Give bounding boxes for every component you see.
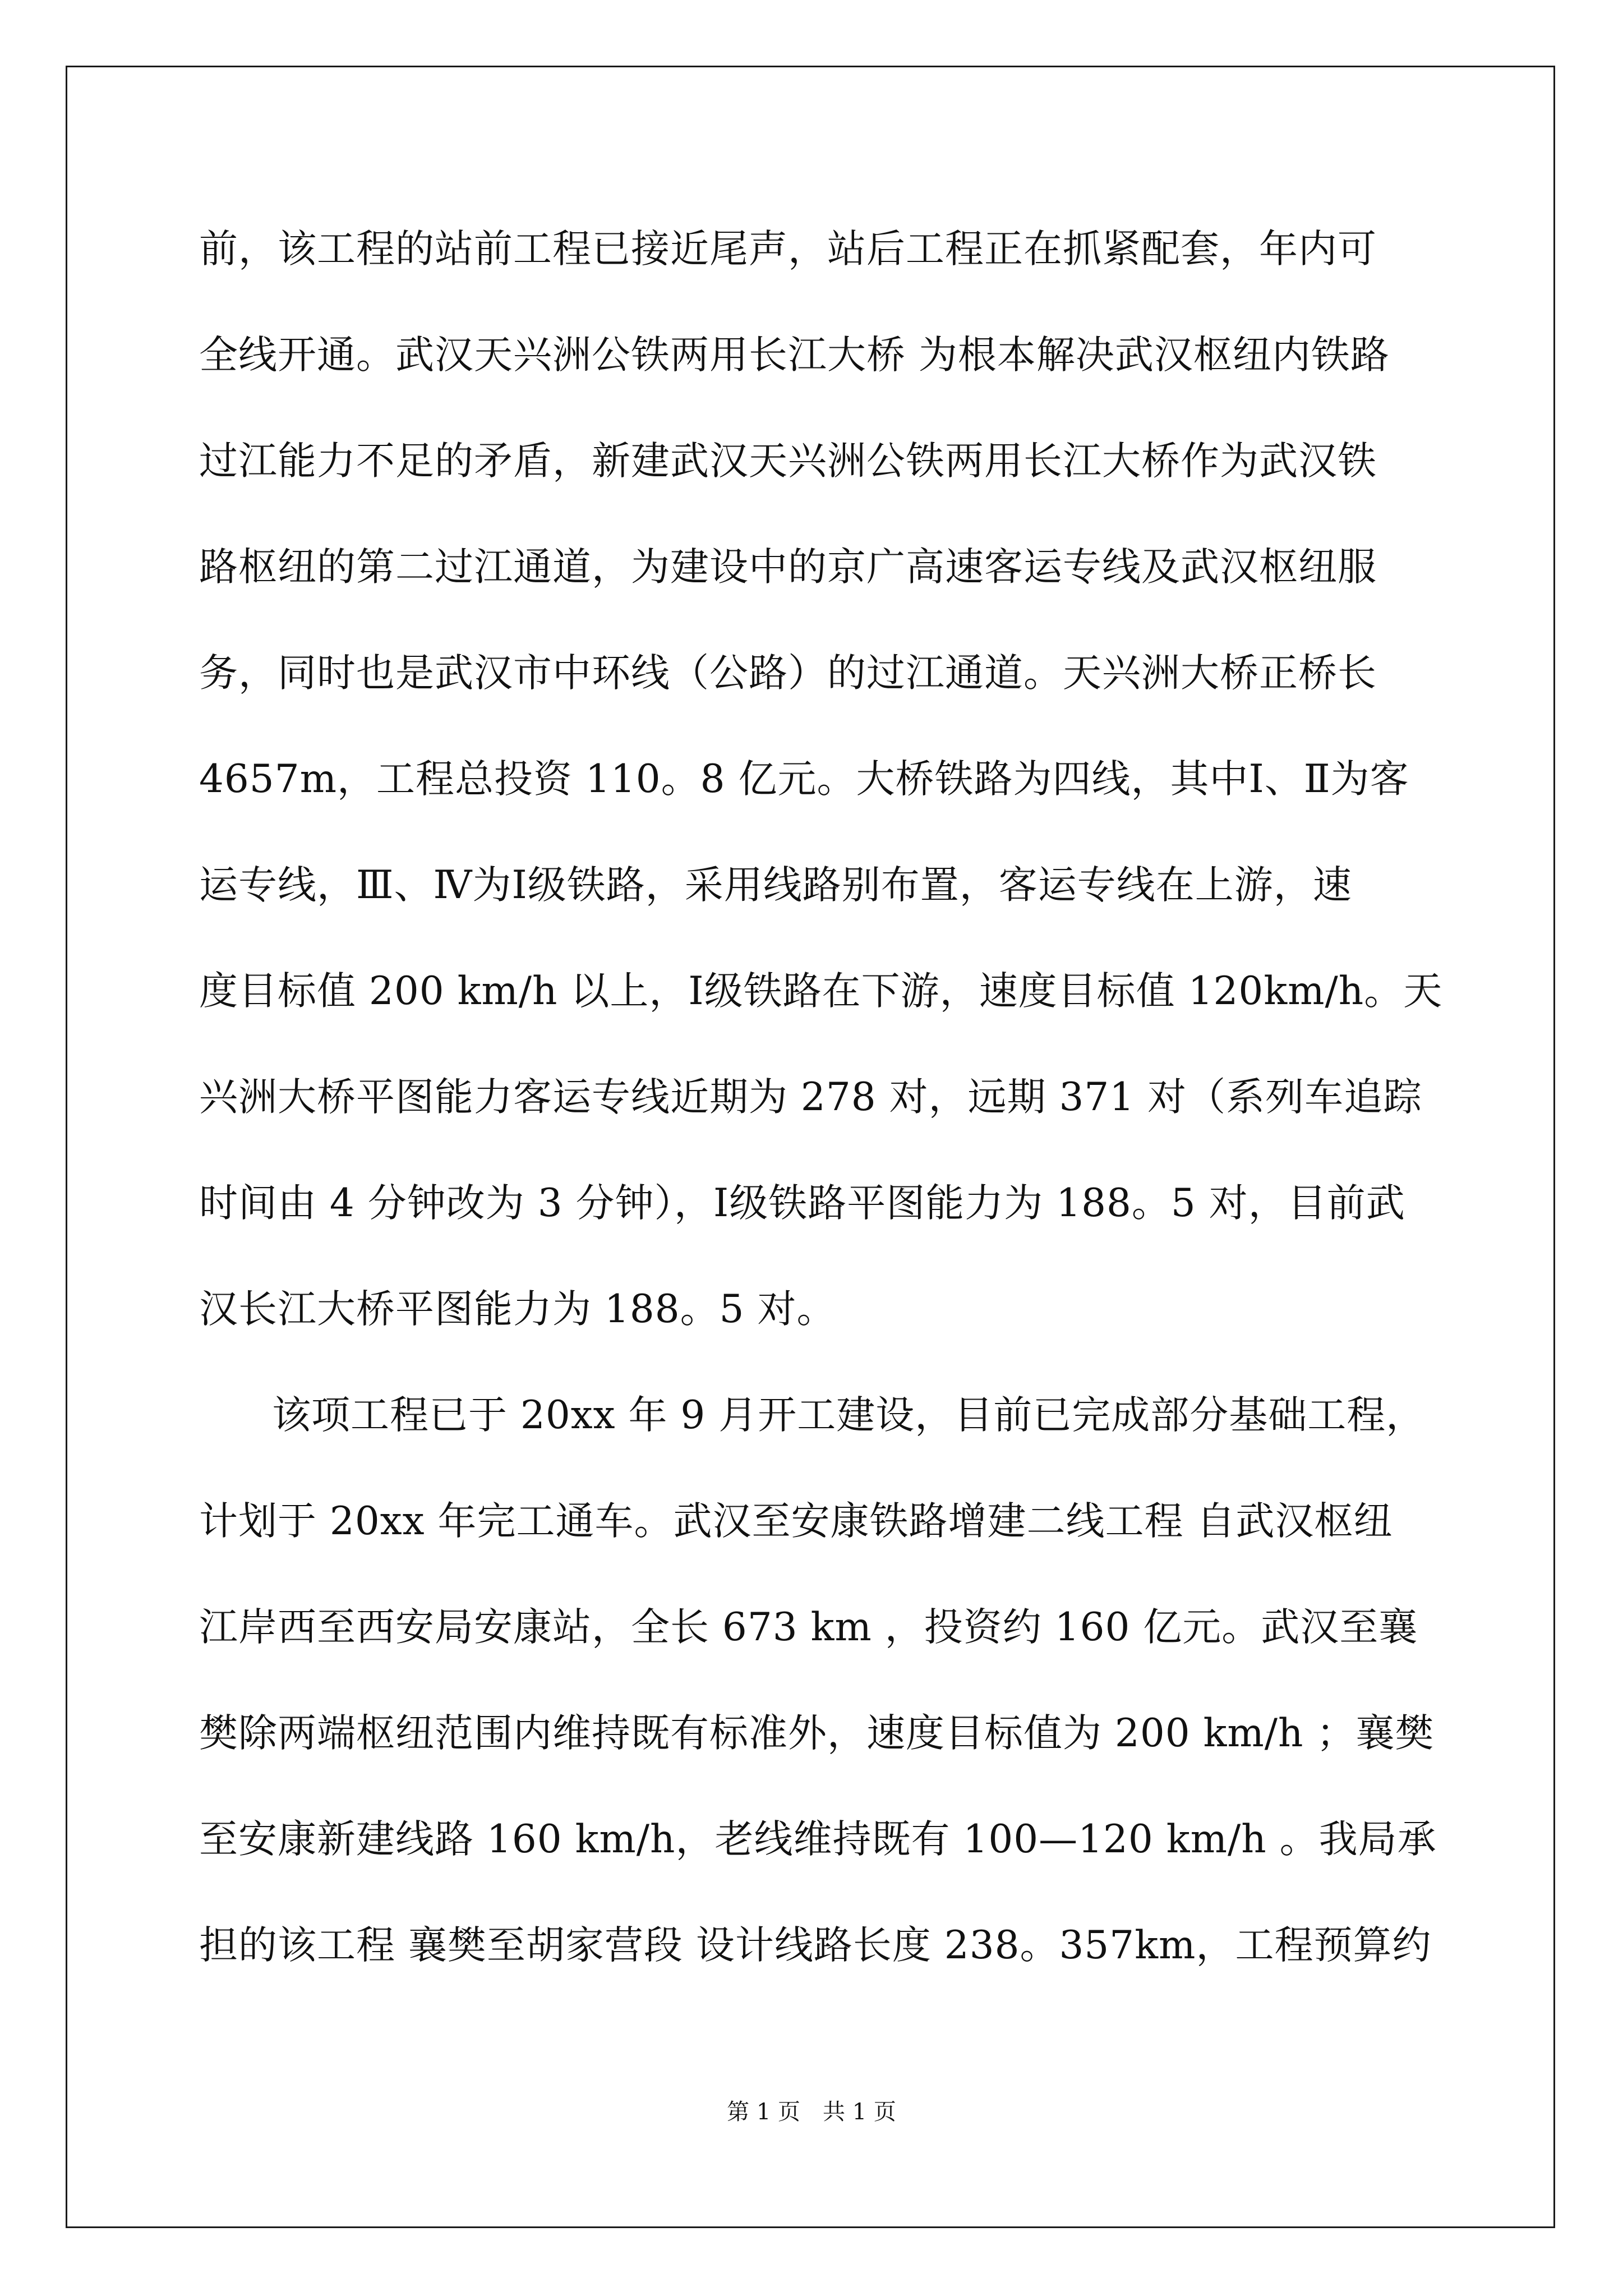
text-line: 运专线，Ⅲ、Ⅳ为Ⅰ级铁路，采用线路别布置，客运专线在上游，速 — [199, 863, 1352, 908]
text-line: 全线开通。武汉天兴洲公铁两用长江大桥 为根本解决武汉枢纽内铁路 — [199, 333, 1390, 378]
text-line: 计划于 20xx 年完工通车。武汉至安康铁路增建二线工程 自武汉枢纽 — [199, 1499, 1393, 1544]
page-footer: 第 1 页 共 1 页 — [727, 2099, 896, 2125]
text-line: 汉长江大桥平图能力为 188。5 对。 — [199, 1287, 836, 1332]
text-line: 前，该工程的站前工程已接近尾声，站后工程正在抓紧配套，年内可 — [199, 227, 1377, 272]
document-body — [199, 196, 1443, 1999]
text-line: 务，同时也是武汉市中环线（公路）的过江通道。天兴洲大桥正桥长 — [199, 651, 1377, 696]
text-line: 兴洲大桥平图能力客运专线近期为 278 对，远期 371 对（系列车追踪 — [199, 1075, 1423, 1120]
text-line: 担的该工程 襄樊至胡家营段 设计线路长度 238。357km，工程预算约 — [199, 1923, 1432, 1968]
text-line: 4657m，工程总投资 110。8 亿元。大桥铁路为四线，其中Ⅰ、Ⅱ为客 — [199, 757, 1409, 802]
text-line: 江岸西至西安局安康站，全长 673 km ，投资约 160 亿元。武汉至襄 — [199, 1605, 1418, 1650]
text-line: 至安康新建线路 160 km/h，老线维持既有 100—120 km/h 。我局承 — [199, 1817, 1437, 1862]
text-line: 过江能力不足的矛盾，新建武汉天兴洲公铁两用长江大桥作为武汉铁 — [199, 439, 1377, 484]
text-line: 樊除两端枢纽范围内维持既有标准外，速度目标值为 200 km/h ；襄樊 — [199, 1711, 1435, 1756]
text-line: 度目标值 200 km/h 以上，Ⅰ级铁路在下游，速度目标值 120km/h。天 — [199, 969, 1443, 1014]
text-line: 路枢纽的第二过江通道，为建设中的京广高速客运专线及武汉枢纽服 — [199, 545, 1377, 590]
text-line: 时间由 4 分钟改为 3 分钟），Ⅰ级铁路平图能力为 188。5 对，目前武 — [199, 1181, 1405, 1226]
text-line-indented: 该项工程已于 20xx 年 9 月开工建设，目前已完成部分基础工程， — [272, 1393, 1426, 1438]
